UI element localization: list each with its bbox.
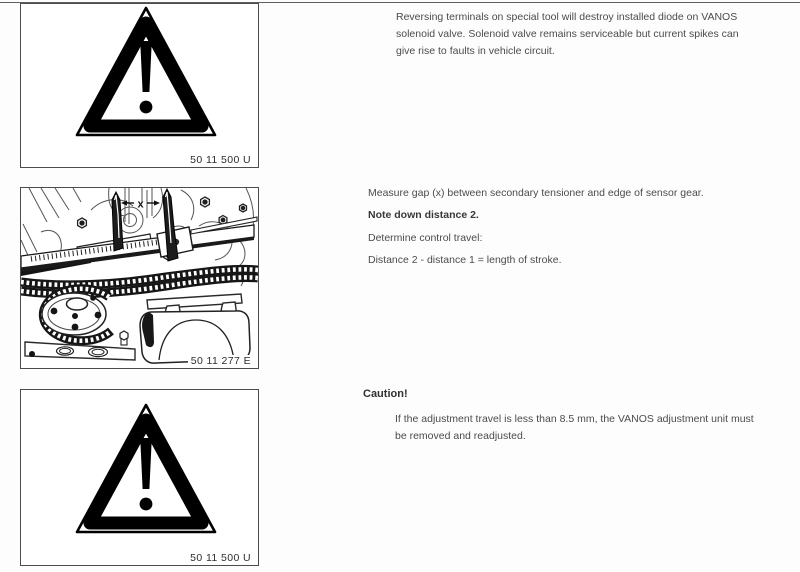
measure-steps	[368, 182, 704, 271]
arrow-right-icon	[154, 200, 160, 205]
warning-note-line: Reversing terminals on special tool will destroy installed diode on VANOS	[396, 11, 738, 23]
exclamation-dot	[139, 101, 152, 114]
figure-warning-bottom	[20, 389, 259, 566]
figure-caption: 50 11 500 U	[187, 552, 254, 564]
caution-body-line: be removed and readjusted.	[395, 430, 526, 442]
caution-body	[395, 411, 754, 445]
warning-triangle-icon	[72, 5, 220, 141]
camshaft-sprocket	[42, 293, 106, 335]
figure-warning-top	[20, 3, 259, 168]
vanos-housing	[140, 294, 250, 363]
warning-note	[396, 9, 739, 60]
figure-measure-gap-canvas	[21, 188, 258, 368]
measure-step: Measure gap (x) between secondary tensioner and edge of sensor gear.	[368, 187, 704, 199]
gap-label: x	[137, 198, 144, 211]
figure-caption: 50 11 500 U	[187, 154, 254, 166]
measure-step-emphasis: Note down distance 2.	[368, 209, 479, 222]
caution-body-line: If the adjustment travel is less than 8.5 mm, the VANOS adjustment unit must	[395, 413, 754, 425]
exclamation-dot	[139, 498, 152, 511]
figure-warning-bottom-canvas	[21, 390, 258, 565]
warning-note-line: solenoid valve. Solenoid valve remains serviceable but current spikes can	[396, 28, 739, 40]
caliper-left-jaw	[112, 192, 123, 251]
warning-triangle-icon	[72, 402, 220, 538]
caution-heading: Caution!	[363, 388, 408, 400]
figure-measure-gap	[20, 187, 259, 369]
measure-step: Determine control travel:	[368, 231, 483, 244]
gap-annotation	[121, 199, 160, 211]
engine-drawing	[21, 188, 258, 368]
figure-caption: 50 11 277 E	[188, 355, 254, 367]
measure-step: Distance 2 - distance 1 = length of stroke.	[368, 253, 562, 266]
warning-note-line: give rise to faults in vehicle circuit.	[396, 45, 555, 57]
figure-warning-top-canvas	[21, 4, 258, 167]
